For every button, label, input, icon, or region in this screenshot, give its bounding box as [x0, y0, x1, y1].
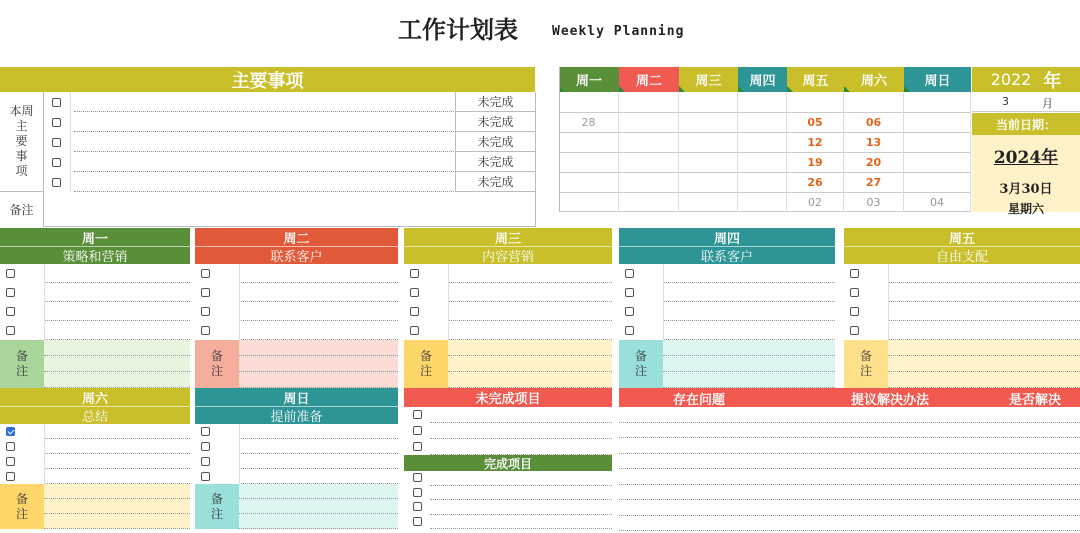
- day-remark-input[interactable]: [239, 484, 398, 499]
- main-items-side-label: 本周 主 要 事 项: [0, 92, 44, 192]
- day-task-checkbox[interactable]: [625, 288, 634, 297]
- main-item-input[interactable]: [74, 112, 454, 132]
- finished-checkbox[interactable]: [413, 502, 422, 511]
- day-remark-input[interactable]: [448, 356, 612, 372]
- day-block-topic: 提前准备: [195, 406, 398, 424]
- month-row: [972, 92, 1080, 112]
- issue-row[interactable]: [619, 516, 1080, 532]
- main-item-status[interactable]: 未完成: [456, 132, 535, 152]
- day-task-checkbox[interactable]: [410, 307, 419, 316]
- calendar-day-cell[interactable]: [679, 173, 738, 193]
- day-remark-input[interactable]: [663, 372, 835, 388]
- day-task-input[interactable]: [44, 454, 190, 469]
- calendar-day-cell[interactable]: 27: [844, 173, 904, 193]
- month-label: 月: [1042, 97, 1053, 110]
- day-block-day: 周二: [195, 228, 398, 246]
- day-block-topic: 策略和营销: [0, 246, 190, 264]
- day-task-input[interactable]: [663, 321, 835, 340]
- unfinished-header: 未完成项目: [404, 388, 612, 407]
- calendar-day-cell[interactable]: [619, 153, 679, 173]
- unfinished-checkbox[interactable]: [413, 426, 422, 435]
- main-remark-input[interactable]: [44, 192, 535, 227]
- current-date: 3月30日: [999, 182, 1053, 197]
- issue-row[interactable]: [619, 500, 1080, 516]
- issue-row[interactable]: [619, 469, 1080, 485]
- day-task-checkbox[interactable]: [6, 269, 15, 278]
- day-task-checkbox[interactable]: [6, 326, 15, 335]
- calendar-day-cell[interactable]: [904, 92, 971, 113]
- day-remark-input[interactable]: [239, 372, 398, 388]
- day-remark-label: 备 注: [195, 340, 239, 388]
- calendar-day-cell[interactable]: 12: [787, 133, 844, 153]
- current-year: 2024年: [993, 148, 1059, 168]
- day-task-input[interactable]: [44, 302, 190, 321]
- main-item-status[interactable]: 未完成: [456, 112, 535, 132]
- calendar-day-cell[interactable]: 13: [844, 133, 904, 153]
- year-label: 年: [1043, 70, 1062, 92]
- day-task-checkbox[interactable]: [850, 307, 859, 316]
- day-task-checkbox[interactable]: [201, 457, 210, 466]
- day-task-vline: [663, 264, 664, 340]
- main-item-checkbox[interactable]: [52, 158, 61, 167]
- day-task-input[interactable]: [663, 302, 835, 321]
- day-task-input[interactable]: [239, 302, 398, 321]
- day-block-topic: 联系客户: [619, 246, 835, 264]
- day-block-day: 周三: [404, 228, 612, 246]
- day-task-checkbox[interactable]: [201, 326, 210, 335]
- day-task-checkbox[interactable]: [625, 269, 634, 278]
- calendar-day-cell[interactable]: [679, 113, 738, 133]
- main-item-status[interactable]: 未完成: [456, 92, 535, 112]
- day-task-checkbox[interactable]: [410, 288, 419, 297]
- day-remark-label: 备 注: [844, 340, 888, 388]
- issue-row[interactable]: [619, 454, 1080, 470]
- issue-row[interactable]: [619, 423, 1080, 439]
- day-block-day: 周六: [0, 388, 190, 406]
- issue-row[interactable]: [619, 485, 1080, 501]
- day-task-checkbox[interactable]: [6, 457, 15, 466]
- day-task-input[interactable]: [448, 264, 612, 283]
- month-value[interactable]: 3: [1002, 95, 1009, 108]
- day-task-vline: [44, 424, 45, 484]
- day-block-topic: 联系客户: [195, 246, 398, 264]
- calendar-day-cell[interactable]: 06: [844, 113, 904, 133]
- day-task-vline: [239, 264, 240, 340]
- day-block-day: 周五: [844, 228, 1080, 246]
- finished-checkbox[interactable]: [413, 473, 422, 482]
- day-task-input[interactable]: [663, 283, 835, 302]
- day-task-input[interactable]: [888, 302, 1080, 321]
- calendar-weekday: 周六: [844, 67, 904, 92]
- day-task-input[interactable]: [44, 264, 190, 283]
- day-task-input[interactable]: [663, 264, 835, 283]
- issue-row[interactable]: [619, 407, 1080, 423]
- main-item-input[interactable]: [74, 172, 454, 192]
- calendar-day-cell[interactable]: [787, 92, 844, 113]
- unfinished-input[interactable]: [430, 423, 612, 439]
- year-value: 2022: [990, 70, 1032, 89]
- day-remark-input[interactable]: [448, 340, 612, 356]
- day-task-checkbox[interactable]: [201, 427, 210, 436]
- day-task-input[interactable]: [239, 454, 398, 469]
- day-block-day: 周一: [0, 228, 190, 246]
- day-task-input[interactable]: [448, 321, 612, 340]
- calendar-day-cell[interactable]: [679, 92, 738, 113]
- calendar-day-cell[interactable]: [559, 193, 619, 212]
- day-task-input[interactable]: [888, 264, 1080, 283]
- calendar-day-cell[interactable]: [738, 92, 787, 113]
- current-date-label: 当前日期：: [972, 113, 1080, 135]
- day-remark-input[interactable]: [44, 340, 190, 356]
- day-task-input[interactable]: [44, 283, 190, 302]
- day-task-checkbox[interactable]: [410, 326, 419, 335]
- finished-checkbox[interactable]: [413, 488, 422, 497]
- calendar-day-cell[interactable]: 04: [904, 193, 971, 212]
- day-block-topic: 内容营销: [404, 246, 612, 264]
- calendar-day-cell[interactable]: [559, 153, 619, 173]
- unfinished-checkbox[interactable]: [413, 410, 422, 419]
- issues-col-resolved: 是否解决: [1009, 393, 1062, 408]
- day-task-input[interactable]: [239, 469, 398, 484]
- day-task-checkbox[interactable]: [6, 427, 15, 436]
- day-task-checkbox[interactable]: [6, 288, 15, 297]
- day-remark-input[interactable]: [888, 372, 1080, 388]
- main-item-checkbox[interactable]: [52, 178, 61, 187]
- day-task-checkbox[interactable]: [6, 307, 15, 316]
- calendar-day-cell[interactable]: [904, 113, 971, 133]
- calendar-day-cell[interactable]: [738, 133, 787, 153]
- calendar-day-cell[interactable]: [619, 133, 679, 153]
- calendar-day-cell[interactable]: [738, 173, 787, 193]
- day-task-checkbox[interactable]: [201, 472, 210, 481]
- day-remark-input[interactable]: [888, 356, 1080, 372]
- finished-checkbox[interactable]: [413, 517, 422, 526]
- day-remark-input[interactable]: [663, 340, 835, 356]
- day-task-input[interactable]: [239, 321, 398, 340]
- calendar-day-cell[interactable]: 20: [844, 153, 904, 173]
- day-task-checkbox[interactable]: [201, 269, 210, 278]
- calendar-day-cell[interactable]: [559, 133, 619, 153]
- calendar-day-cell[interactable]: [738, 153, 787, 173]
- unfinished-checkbox[interactable]: [413, 442, 422, 451]
- day-task-input[interactable]: [888, 321, 1080, 340]
- main-items-right-border: [535, 92, 536, 227]
- day-task-checkbox[interactable]: [410, 269, 419, 278]
- day-remark-label: 备 注: [404, 340, 448, 388]
- main-item-vline: [70, 92, 71, 192]
- day-remark-input[interactable]: [239, 499, 398, 514]
- day-remark-input[interactable]: [44, 372, 190, 388]
- calendar-day-cell[interactable]: 19: [787, 153, 844, 173]
- calendar-day-cell[interactable]: [619, 113, 679, 133]
- day-remark-input[interactable]: [663, 356, 835, 372]
- calendar-weekday: 周三: [679, 67, 738, 92]
- main-item-checkbox[interactable]: [52, 138, 61, 147]
- day-remark-label: 备 注: [0, 484, 44, 529]
- calendar-day-cell[interactable]: 05: [787, 113, 844, 133]
- day-task-vline: [44, 264, 45, 340]
- day-remark-input[interactable]: [239, 356, 398, 372]
- calendar-day-cell[interactable]: [904, 133, 971, 153]
- day-task-input[interactable]: [239, 424, 398, 439]
- calendar-weekday: 周四: [738, 67, 787, 92]
- main-item-input[interactable]: [74, 92, 454, 112]
- unfinished-input[interactable]: [430, 439, 612, 455]
- day-task-checkbox[interactable]: [201, 288, 210, 297]
- calendar-left-border: [559, 67, 560, 212]
- day-task-input[interactable]: [888, 283, 1080, 302]
- calendar-day-cell[interactable]: [679, 193, 738, 212]
- issues-header: [619, 388, 1080, 407]
- main-item-status[interactable]: 未完成: [456, 172, 535, 192]
- day-task-input[interactable]: [44, 321, 190, 340]
- day-remark-input[interactable]: [239, 514, 398, 529]
- calendar-day-cell[interactable]: 03: [844, 193, 904, 212]
- day-task-checkbox[interactable]: [625, 307, 634, 316]
- calendar-day-cell[interactable]: [679, 133, 738, 153]
- calendar-weekday: 周五: [787, 67, 844, 92]
- day-task-checkbox[interactable]: [201, 442, 210, 451]
- calendar-day-cell[interactable]: 26: [787, 173, 844, 193]
- main-item-input[interactable]: [74, 132, 454, 152]
- calendar-day-cell[interactable]: 02: [787, 193, 844, 212]
- day-remark-input[interactable]: [44, 514, 190, 529]
- page-title: 工作计划表: [398, 15, 518, 44]
- main-items-header: 主要事项: [0, 67, 535, 92]
- day-task-checkbox[interactable]: [625, 326, 634, 335]
- day-task-input[interactable]: [44, 439, 190, 454]
- day-remark-input[interactable]: [888, 340, 1080, 356]
- calendar-day-cell[interactable]: [904, 173, 971, 193]
- day-task-input[interactable]: [239, 264, 398, 283]
- day-task-input[interactable]: [448, 302, 612, 321]
- calendar-day-cell[interactable]: 28: [559, 113, 619, 133]
- day-remark-input[interactable]: [239, 340, 398, 356]
- day-task-checkbox[interactable]: [6, 472, 15, 481]
- day-task-input[interactable]: [44, 424, 190, 439]
- calendar-weekday: 周一: [559, 67, 619, 92]
- day-block-topic: 总结: [0, 406, 190, 424]
- day-remark-label: 备 注: [619, 340, 663, 388]
- main-items-remark-label: 备注: [0, 192, 44, 227]
- day-task-vline: [888, 264, 889, 340]
- calendar-day-cell[interactable]: [679, 153, 738, 173]
- finished-input[interactable]: [430, 486, 612, 501]
- calendar-day-cell[interactable]: [619, 92, 679, 113]
- day-remark-label: 备 注: [195, 484, 239, 529]
- calendar-day-cell[interactable]: [559, 173, 619, 193]
- finished-input[interactable]: [430, 515, 612, 530]
- calendar-day-cell[interactable]: [559, 92, 619, 113]
- day-block-day: 周四: [619, 228, 835, 246]
- day-task-checkbox[interactable]: [850, 269, 859, 278]
- day-task-checkbox[interactable]: [6, 442, 15, 451]
- day-remark-input[interactable]: [44, 356, 190, 372]
- calendar-day-cell[interactable]: [738, 193, 787, 212]
- day-task-checkbox[interactable]: [850, 326, 859, 335]
- calendar-day-cell[interactable]: [619, 193, 679, 212]
- day-task-input[interactable]: [239, 439, 398, 454]
- current-weekday: 星期六: [1007, 202, 1044, 216]
- main-item-input[interactable]: [74, 152, 454, 172]
- day-task-checkbox[interactable]: [850, 288, 859, 297]
- issue-row[interactable]: [619, 438, 1080, 454]
- day-task-vline: [448, 264, 449, 340]
- day-task-vline: [239, 424, 240, 484]
- day-task-input[interactable]: [239, 283, 398, 302]
- calendar-day-cell[interactable]: [738, 113, 787, 133]
- day-remark-input[interactable]: [44, 499, 190, 514]
- day-remark-label: 备 注: [0, 340, 44, 388]
- calendar-day-cell[interactable]: [844, 92, 904, 113]
- page-subtitle: Weekly Planning: [552, 24, 685, 39]
- day-block-day: 周日: [195, 388, 398, 406]
- finished-input[interactable]: [430, 471, 612, 486]
- year-header: [972, 67, 1080, 92]
- main-item-checkbox[interactable]: [52, 98, 61, 107]
- day-task-input[interactable]: [448, 283, 612, 302]
- calendar-day-cell[interactable]: [619, 173, 679, 193]
- calendar-weekday: 周日: [904, 67, 971, 92]
- day-task-checkbox[interactable]: [201, 307, 210, 316]
- main-item-status[interactable]: 未完成: [456, 152, 535, 172]
- calendar-day-cell[interactable]: [904, 153, 971, 173]
- day-task-input[interactable]: [44, 469, 190, 484]
- day-block-topic: 自由支配: [844, 246, 1080, 264]
- main-item-checkbox[interactable]: [52, 118, 61, 127]
- issues-col-problem: 存在问题: [673, 393, 726, 408]
- issues-col-solution: 提议解决办法: [851, 393, 930, 408]
- day-remark-input[interactable]: [44, 484, 190, 499]
- day-remark-input[interactable]: [448, 372, 612, 388]
- unfinished-input[interactable]: [430, 407, 612, 423]
- calendar-weekday: 周二: [619, 67, 679, 92]
- current-date-box: [972, 135, 1080, 216]
- finished-input[interactable]: [430, 500, 612, 515]
- finished-header: 完成项目: [404, 455, 612, 471]
